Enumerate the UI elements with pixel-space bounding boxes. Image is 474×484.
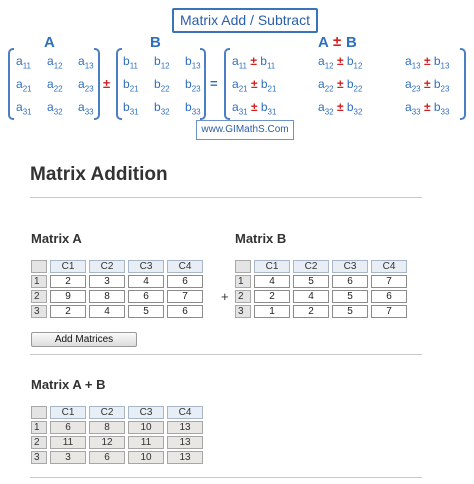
matrix-a-symbol-cell: $a_{33}$: [78, 100, 94, 117]
banner-pm-operator: ±: [103, 76, 111, 91]
page-title: Matrix Addition: [30, 164, 168, 185]
result-column-header: C3: [128, 406, 164, 419]
result-symbol-cell: $a_{22} \pm b_{22}$: [318, 77, 363, 94]
matrix-b-row-header: 2: [235, 290, 251, 303]
matrix-a-cell[interactable]: 4: [128, 275, 164, 288]
result-right-bracket: [460, 48, 466, 120]
result-symbol-cell: $a_{12} \pm b_{12}$: [318, 54, 363, 71]
result-cell: 10: [128, 421, 164, 434]
matrix-b-cell[interactable]: 7: [371, 275, 407, 288]
matrix-b-left-bracket: [116, 48, 122, 120]
matrix-a-cell[interactable]: 2: [50, 305, 86, 318]
banner-label-b: B: [150, 34, 161, 51]
matrix-a-right-bracket: [94, 48, 100, 120]
matrix-b-symbol-cell: $b_{33}$: [185, 100, 201, 117]
result-symbol-cell: $a_{21} \pm b_{21}$: [232, 77, 277, 94]
result-symbol-cell: $a_{13} \pm b_{13}$: [405, 54, 450, 71]
title-divider: [30, 197, 422, 198]
matrix-b-cell[interactable]: 6: [371, 290, 407, 303]
matrix-a-symbol-cell: $a_{12}$: [47, 54, 63, 71]
matrix-b-cell[interactable]: 7: [371, 305, 407, 318]
matrix-b-cell[interactable]: 4: [293, 290, 329, 303]
result-row-header: 2: [31, 436, 47, 449]
credit-badge: www.GIMathS.Com: [196, 120, 294, 140]
bottom-divider: [30, 477, 422, 478]
result-row-header: 1: [31, 421, 47, 434]
result-cell: 13: [167, 421, 203, 434]
matrix-a-symbol-cell: $a_{32}$: [47, 100, 63, 117]
matrix-b-symbol-cell: $b_{12}$: [154, 54, 170, 71]
matrix-a-symbol-cell: $a_{21}$: [16, 77, 32, 94]
matrix-b-symbol-cell: $b_{11}$: [123, 54, 138, 71]
matrix-a-cell[interactable]: 3: [89, 275, 125, 288]
matrix-b-corner: [235, 260, 251, 273]
matrix-b-cell[interactable]: 5: [293, 275, 329, 288]
result-cell: 6: [50, 421, 86, 434]
matrix-a-cell[interactable]: 4: [89, 305, 125, 318]
matrix-b-symbol-cell: $b_{32}$: [154, 100, 170, 117]
matrix-a-symbol-cell: $a_{23}$: [78, 77, 94, 94]
add-matrices-button[interactable]: Add Matrices: [31, 332, 137, 347]
result-symbol-cell: $a_{32} \pm b_{32}$: [318, 100, 363, 117]
matrix-a-row-header: 3: [31, 305, 47, 318]
matrix-b-cell[interactable]: 5: [332, 305, 368, 318]
matrix-a-cell[interactable]: 8: [89, 290, 125, 303]
matrix-a-column-header: C2: [89, 260, 125, 273]
matrix-b-column-header: C3: [332, 260, 368, 273]
matrix-b-row-header: 3: [235, 305, 251, 318]
matrix-b-column-header: C2: [293, 260, 329, 273]
matrix-a-grid: [28, 258, 206, 320]
banner-result-label-pm: ±: [333, 33, 342, 50]
banner-image: [0, 0, 474, 145]
matrix-a-row-header: 2: [31, 290, 47, 303]
matrix-b-cell[interactable]: 5: [332, 290, 368, 303]
matrix-a-column-header: C1: [50, 260, 86, 273]
matrix-a-symbol-cell: $a_{11}$: [16, 54, 31, 71]
result-corner: [31, 406, 47, 419]
banner-title: Matrix Add / Subtract: [172, 8, 318, 33]
matrix-a-symbol-cell: $a_{13}$: [78, 54, 94, 71]
result-cell: 8: [89, 421, 125, 434]
result-cell: 13: [167, 451, 203, 464]
result-column-header: C2: [89, 406, 125, 419]
matrix-b-symbol-cell: $b_{13}$: [185, 54, 201, 71]
matrix-a-left-bracket: [8, 48, 14, 120]
matrix-b-grid: [232, 258, 410, 320]
plus-sign: +: [221, 289, 229, 304]
matrix-b-symbol-cell: $b_{21}$: [123, 77, 139, 94]
matrix-a-column-header: C4: [167, 260, 203, 273]
matrix-b-cell[interactable]: 6: [332, 275, 368, 288]
matrix-b-symbol-cell: $b_{31}$: [123, 100, 139, 117]
result-grid: [28, 404, 206, 466]
matrix-a-cell[interactable]: 6: [128, 290, 164, 303]
matrix-b-cell[interactable]: 2: [293, 305, 329, 318]
matrix-a-cell[interactable]: 6: [167, 305, 203, 318]
matrix-b-row-header: 1: [235, 275, 251, 288]
result-symbol-cell: $a_{33} \pm b_{33}$: [405, 100, 450, 117]
matrix-b-column-header: C4: [371, 260, 407, 273]
result-cell: 11: [50, 436, 86, 449]
result-symbol-cell: $a_{31} \pm b_{31}$: [232, 100, 277, 117]
matrix-a-cell[interactable]: 5: [128, 305, 164, 318]
result-left-bracket: [224, 48, 230, 120]
matrix-b-cell[interactable]: 4: [254, 275, 290, 288]
matrix-a-symbol-cell: $a_{31}$: [16, 100, 32, 117]
result-cell: 11: [128, 436, 164, 449]
result-column-header: C1: [50, 406, 86, 419]
result-cell: 13: [167, 436, 203, 449]
matrix-a-corner: [31, 260, 47, 273]
banner-equals-operator: =: [210, 76, 218, 91]
matrix-b-cell[interactable]: 1: [254, 305, 290, 318]
result-cell: 3: [50, 451, 86, 464]
matrix-a-row-header: 1: [31, 275, 47, 288]
matrix-a-symbol-cell: $a_{22}$: [47, 77, 63, 94]
matrix-a-cell[interactable]: 9: [50, 290, 86, 303]
result-cell: 10: [128, 451, 164, 464]
result-row-header: 3: [31, 451, 47, 464]
matrix-b-symbol-cell: $b_{22}$: [154, 77, 170, 94]
section-divider: [30, 354, 422, 355]
matrix-b-label: Matrix B: [235, 231, 287, 246]
result-cell: 12: [89, 436, 125, 449]
result-symbol-cell: $a_{23} \pm b_{23}$: [405, 77, 450, 94]
matrix-a-label: Matrix A: [31, 231, 82, 246]
result-symbol-cell: $a_{11} \pm b_{11}$: [232, 54, 276, 71]
result-label: Matrix A + B: [31, 377, 106, 392]
matrix-b-column-header: C1: [254, 260, 290, 273]
matrix-b-symbol-cell: $b_{23}$: [185, 77, 201, 94]
banner-label-a: A: [44, 34, 55, 51]
matrix-a-cell[interactable]: 6: [167, 275, 203, 288]
result-cell: 6: [89, 451, 125, 464]
banner-result-label-b: B: [346, 34, 357, 51]
matrix-b-cell[interactable]: 2: [254, 290, 290, 303]
matrix-a-cell[interactable]: 2: [50, 275, 86, 288]
banner-result-label-a: A: [318, 34, 329, 51]
matrix-a-cell[interactable]: 7: [167, 290, 203, 303]
matrix-a-column-header: C3: [128, 260, 164, 273]
result-column-header: C4: [167, 406, 203, 419]
